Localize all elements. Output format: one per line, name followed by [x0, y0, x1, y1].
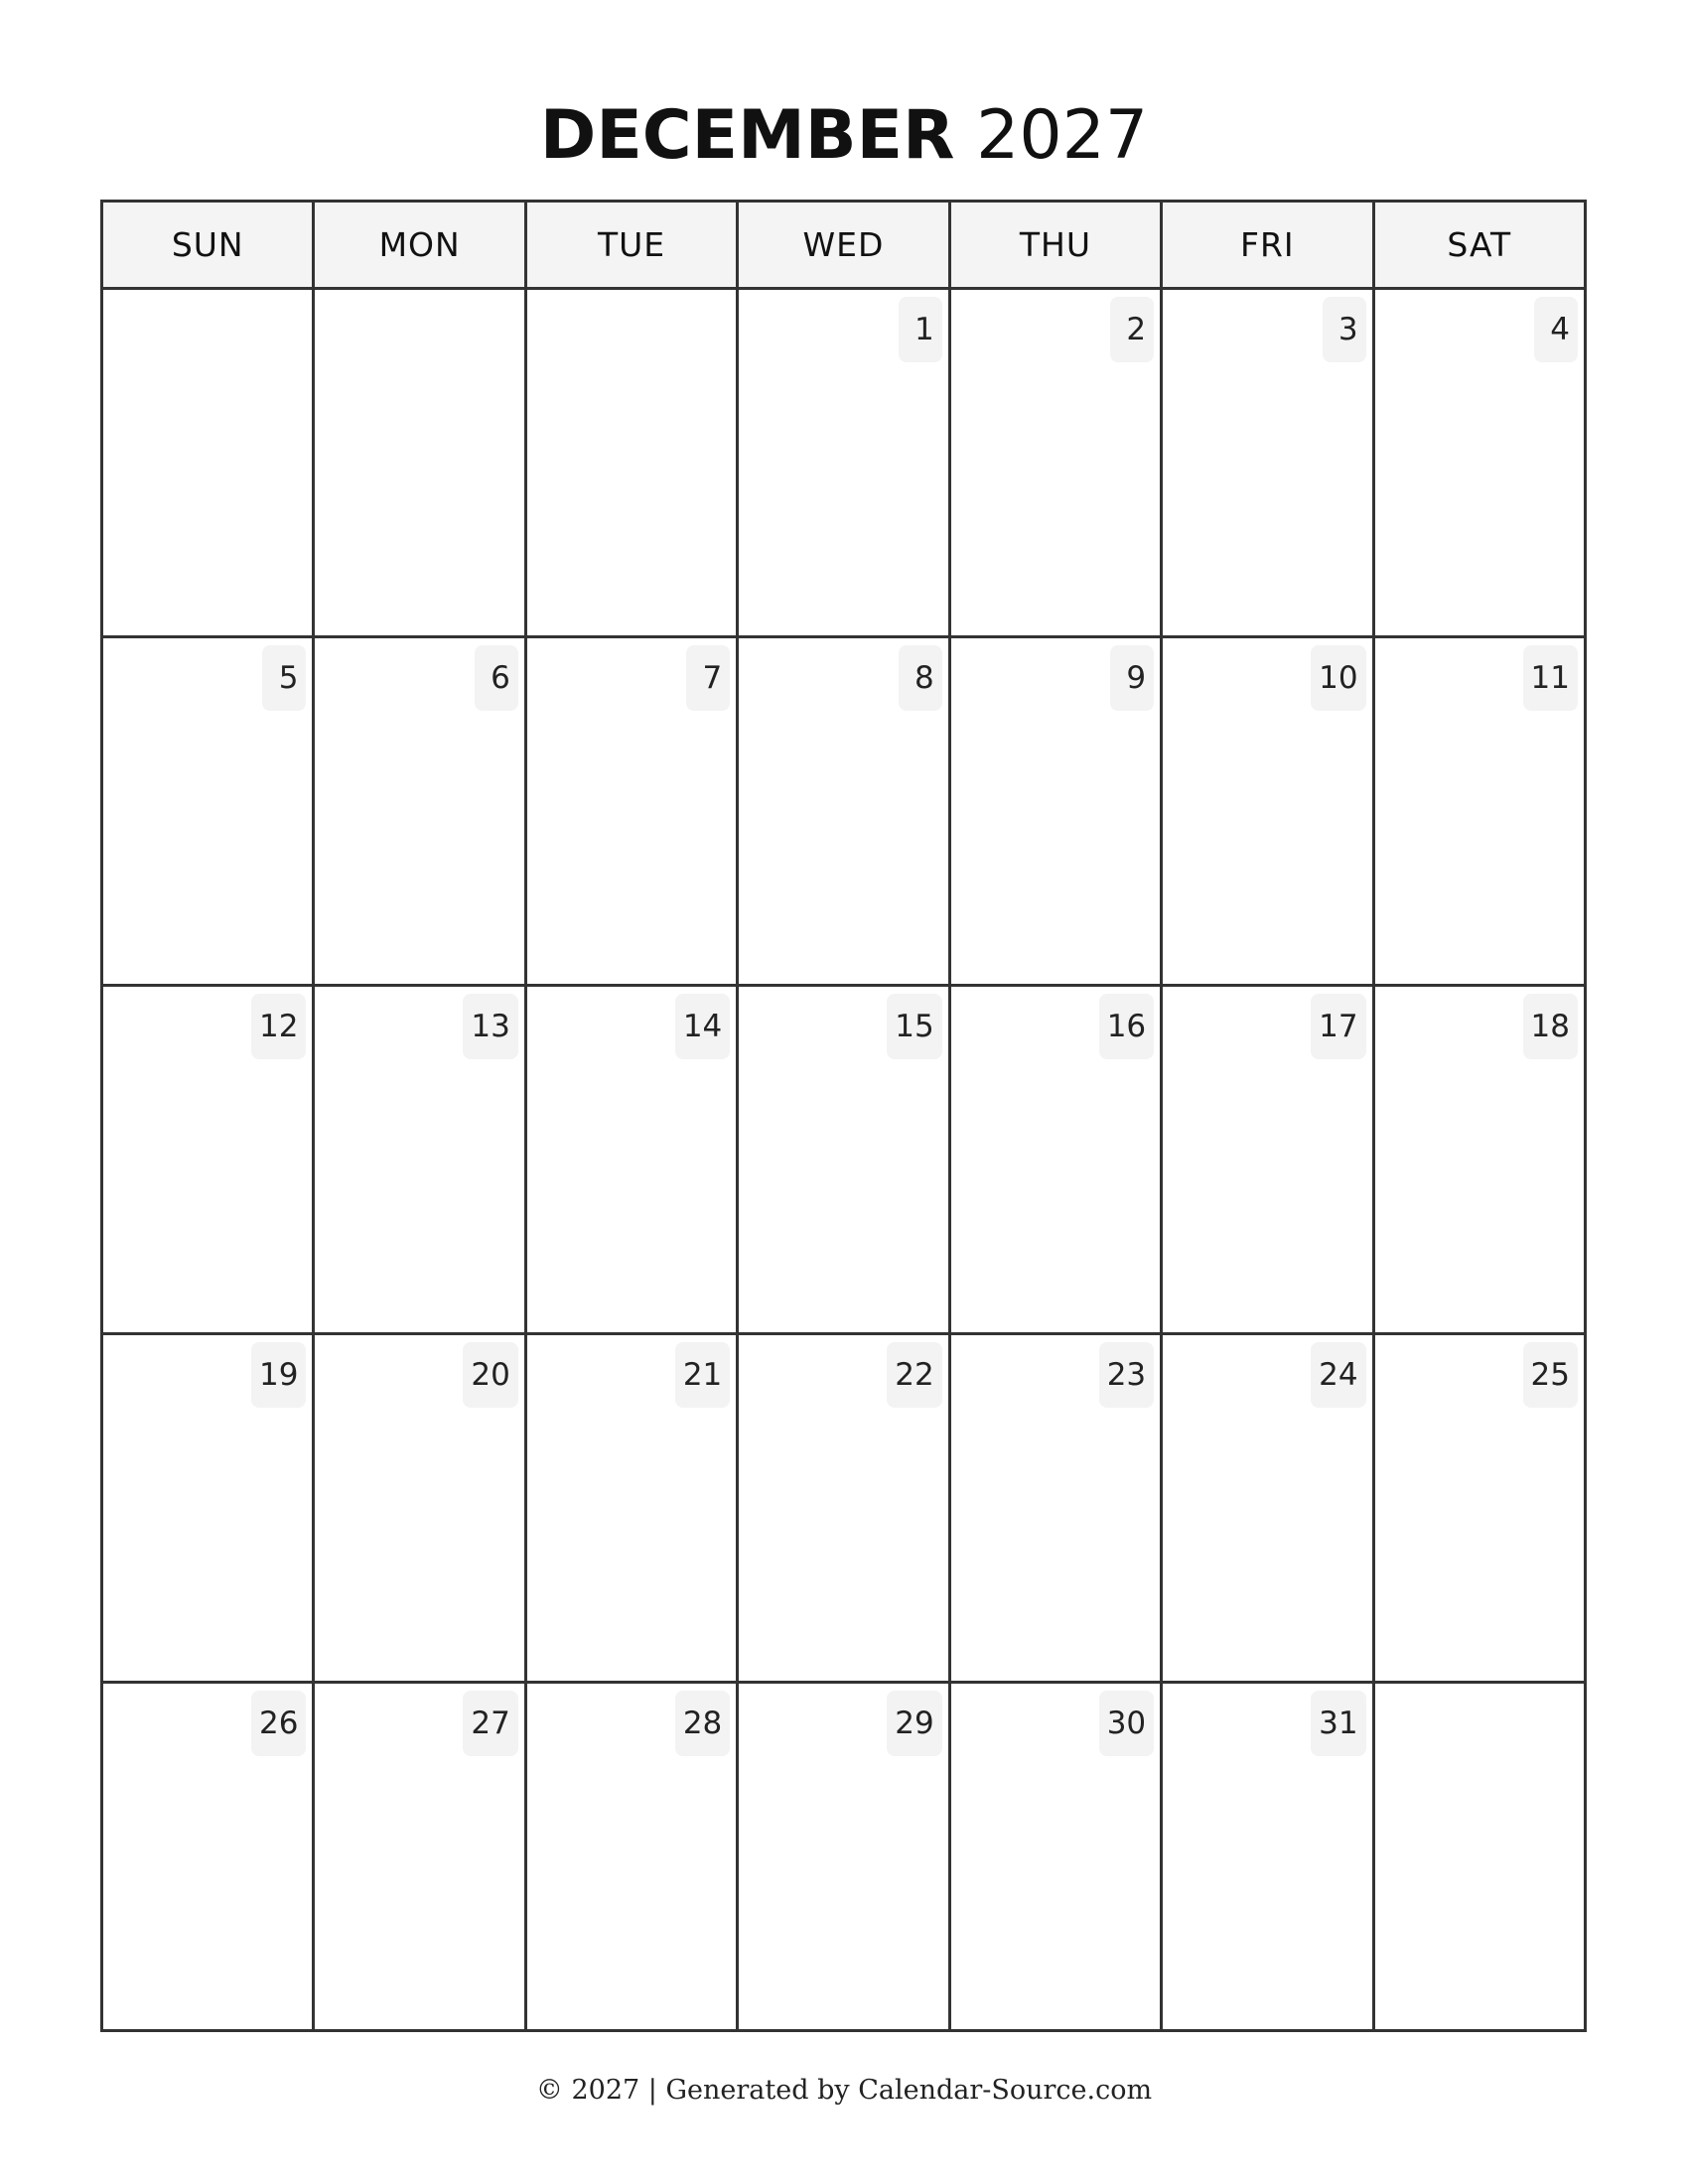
day-cell — [951, 1684, 1163, 2032]
date-number: 5 — [262, 645, 306, 711]
date-number: 8 — [899, 645, 942, 711]
date-number: 1 — [899, 297, 942, 362]
date-number: 9 — [1110, 645, 1154, 711]
day-cell — [1163, 1684, 1374, 2032]
day-cell — [739, 638, 950, 987]
day-cell — [527, 638, 739, 987]
weekday-header-mon: MON — [315, 203, 526, 290]
date-number: 31 — [1311, 1691, 1365, 1756]
calendar-grid — [100, 200, 1587, 2032]
day-cell — [527, 1684, 739, 2032]
day-cell — [1163, 1335, 1374, 1684]
day-cell — [739, 290, 950, 638]
day-cell — [315, 1335, 526, 1684]
date-number: 7 — [686, 645, 730, 711]
weekday-header-wed: WED — [739, 203, 950, 290]
weekday-header-fri: FRI — [1163, 203, 1374, 290]
date-number: 19 — [251, 1342, 306, 1408]
date-number: 28 — [675, 1691, 730, 1756]
day-cell — [951, 987, 1163, 1335]
day-cell — [1163, 290, 1374, 638]
date-number: 23 — [1099, 1342, 1154, 1408]
date-number: 27 — [463, 1691, 517, 1756]
weekday-header-thu: THU — [951, 203, 1163, 290]
footer-credit: © 2027 | Generated by Calendar-Source.com — [535, 2075, 1153, 2106]
empty-day-cell — [527, 290, 739, 638]
date-number: 11 — [1523, 645, 1578, 711]
day-cell — [1375, 1335, 1587, 1684]
day-cell — [739, 1335, 950, 1684]
day-cell — [527, 1335, 739, 1684]
day-cell — [103, 1335, 315, 1684]
date-number: 16 — [1099, 994, 1154, 1059]
date-number: 12 — [251, 994, 306, 1059]
day-cell — [1375, 987, 1587, 1335]
empty-day-cell — [1375, 1684, 1587, 2032]
date-number: 3 — [1323, 297, 1366, 362]
day-cell — [1375, 290, 1587, 638]
date-number: 17 — [1311, 994, 1365, 1059]
day-cell — [315, 1684, 526, 2032]
date-number: 24 — [1311, 1342, 1365, 1408]
date-number: 25 — [1523, 1342, 1578, 1408]
day-cell — [103, 638, 315, 987]
weekday-header-sun: SUN — [103, 203, 315, 290]
day-cell — [1163, 638, 1374, 987]
date-number: 20 — [463, 1342, 517, 1408]
weekday-header-sat: SAT — [1375, 203, 1587, 290]
date-number: 2 — [1110, 297, 1154, 362]
empty-day-cell — [315, 290, 526, 638]
date-number: 21 — [675, 1342, 730, 1408]
day-cell — [951, 290, 1163, 638]
date-number: 13 — [463, 994, 517, 1059]
day-cell — [103, 987, 315, 1335]
calendar-title — [0, 91, 1688, 181]
day-cell — [103, 1684, 315, 2032]
date-number: 14 — [675, 994, 730, 1059]
weekday-header-tue: TUE — [527, 203, 739, 290]
day-cell — [739, 1684, 950, 2032]
empty-day-cell — [103, 290, 315, 638]
day-cell — [315, 638, 526, 987]
date-number: 6 — [475, 645, 518, 711]
day-cell — [1375, 638, 1587, 987]
day-cell — [951, 1335, 1163, 1684]
date-number: 10 — [1311, 645, 1365, 711]
date-number: 15 — [887, 994, 941, 1059]
date-number: 26 — [251, 1691, 306, 1756]
date-number: 29 — [887, 1691, 941, 1756]
date-number: 4 — [1534, 297, 1578, 362]
date-number: 18 — [1523, 994, 1578, 1059]
title-month: DECEMBER — [539, 96, 955, 175]
day-cell — [951, 638, 1163, 987]
date-number: 22 — [887, 1342, 941, 1408]
day-cell — [315, 987, 526, 1335]
day-cell — [1163, 987, 1374, 1335]
title-year: 2027 — [976, 96, 1149, 175]
day-cell — [527, 987, 739, 1335]
date-number: 30 — [1099, 1691, 1154, 1756]
day-cell — [739, 987, 950, 1335]
